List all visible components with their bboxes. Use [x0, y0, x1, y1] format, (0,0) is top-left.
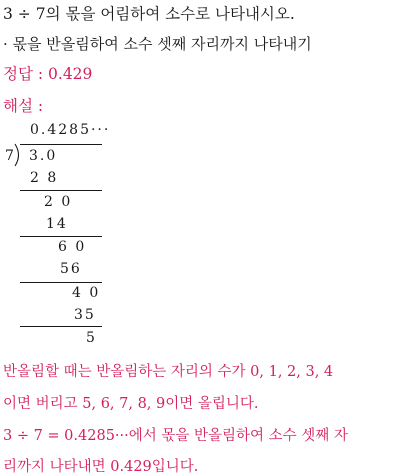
solution-line-1: 반올림할 때는 반올림하는 자리의 수가 0, 1, 2, 3, 4 — [3, 364, 334, 380]
answer-label: 정답 : — [3, 65, 49, 83]
step-line-1 — [20, 190, 102, 191]
division-bar — [20, 144, 102, 145]
step-remainder-2: 6 0 — [58, 239, 87, 255]
solution-line-4: 리까지 나타내면 0.429입니다. — [3, 459, 199, 475]
step-line-4 — [20, 326, 102, 327]
question-text: 3 ÷ 7의 몫을 어림하여 소수로 나타내시오. — [3, 5, 295, 23]
step-product-4: 35 — [74, 307, 96, 323]
step-remainder-4: 5 — [86, 330, 97, 346]
quotient: 0.4285··· — [30, 122, 111, 138]
step-product-3: 56 — [60, 261, 82, 277]
divisor: 7 — [5, 148, 16, 164]
step-remainder-3: 4 0 — [72, 285, 101, 301]
condition-text: · 몫을 반올림하여 소수 셋째 자리까지 나타내기 — [3, 35, 312, 53]
long-division — [0, 118, 140, 348]
division-bracket — [13, 143, 23, 167]
explanation-label: 해설 : — [3, 97, 44, 115]
dividend: 3.0 — [29, 148, 58, 164]
step-line-3 — [20, 282, 102, 283]
step-remainder-1: 2 0 — [44, 194, 73, 210]
step-product-1: 2 8 — [30, 170, 59, 186]
step-line-2 — [20, 236, 102, 237]
answer-value: 0.429 — [48, 65, 93, 83]
answer-line — [3, 62, 92, 84]
solution-line-2: 이면 버리고 5, 6, 7, 8, 9이면 올립니다. — [3, 396, 259, 412]
solution-line-3: 3 ÷ 7 = 0.4285···에서 몫을 반올림하여 소수 셋째 자 — [3, 428, 348, 444]
step-product-2: 14 — [46, 216, 68, 232]
